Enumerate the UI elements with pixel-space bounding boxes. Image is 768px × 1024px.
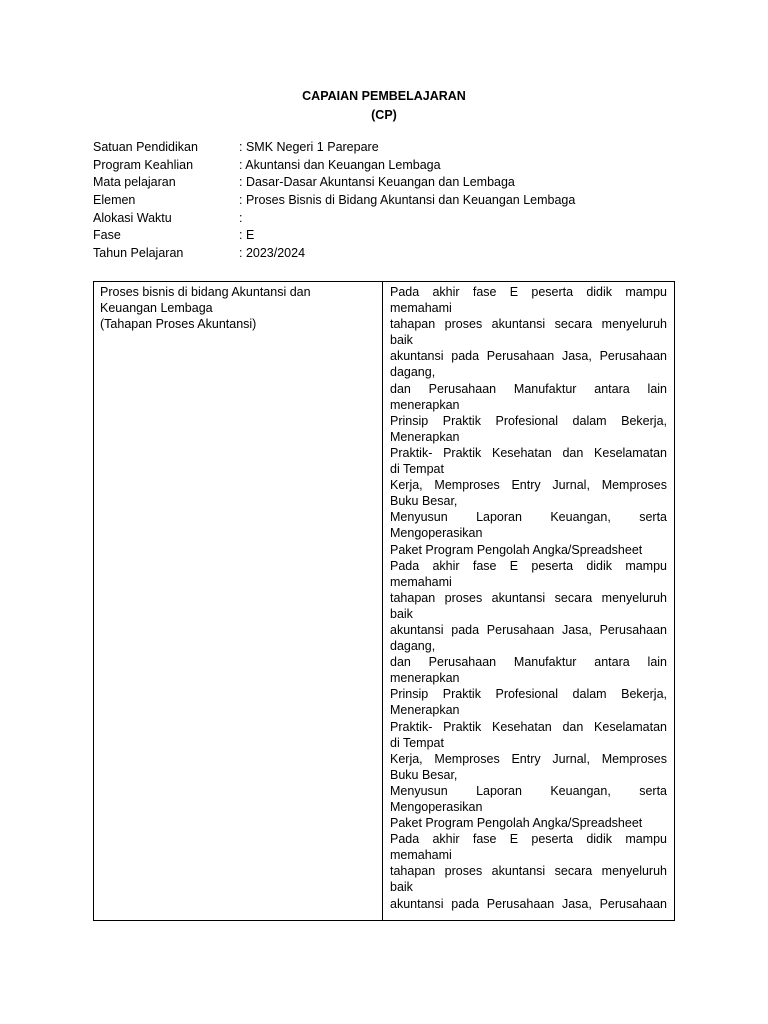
description-line: tahapan proses akuntansi secara menyeluruh — [390, 590, 667, 605]
meta-row — [93, 157, 693, 175]
meta-row — [93, 192, 693, 210]
meta-label: Mata pelajaran — [93, 175, 176, 190]
description-line: Menerapkan — [390, 703, 460, 718]
description-line: Mengoperasikan — [390, 526, 483, 541]
meta-label: Tahun Pelajaran — [93, 246, 184, 261]
meta-row — [93, 227, 693, 245]
description-line: Praktik- Praktik Kesehatan dan Keselamatan — [390, 445, 667, 460]
description-line: Prinsip Praktik Profesional dalam Bekerja, — [390, 413, 667, 428]
element-line: (Tahapan Proses Akuntansi) — [100, 317, 257, 331]
description-line: Kerja, Memproses Entry Jurnal, Memproses — [390, 478, 667, 493]
description-line: Menyusun Laporan Keuangan, serta — [390, 783, 667, 798]
description-line: Paket Program Pengolah Angka/Spreadsheet — [390, 816, 643, 831]
meta-row — [93, 210, 693, 228]
description-line: menerapkan — [390, 397, 460, 412]
meta-value: : SMK Negeri 1 Parepare — [239, 140, 379, 154]
meta-label: Program Keahlian — [93, 157, 194, 172]
meta-value: : Proses Bisnis di Bidang Akuntansi dan Keuangan Lembaga — [239, 193, 576, 208]
document-subtitle: (CP) — [371, 108, 397, 122]
description-line: dagang, — [390, 639, 436, 654]
title-block — [0, 87, 768, 125]
description-line: Menyusun Laporan Keuangan, serta — [390, 510, 667, 525]
description-line: Menerapkan — [390, 429, 460, 444]
description-paragraph — [390, 558, 667, 832]
meta-row — [93, 245, 693, 263]
description-paragraph — [390, 284, 667, 558]
description-line: Mengoperasikan — [390, 800, 483, 814]
meta-label: Satuan Pendidikan — [93, 140, 198, 154]
description-cell — [383, 282, 674, 920]
document-title: CAPAIAN PEMBELAJARAN — [302, 89, 466, 103]
description-line: dan Perusahaan Manufaktur antara lain — [390, 381, 667, 396]
description-line: Pada akhir fase E peserta didik mampu — [390, 832, 667, 847]
meta-value: : E — [239, 228, 255, 243]
meta-value: : Dasar-Dasar Akuntansi Keuangan dan Lembaga — [239, 175, 515, 190]
cp-table — [93, 281, 675, 921]
meta-value: : — [239, 210, 243, 225]
description-line: baik — [390, 606, 413, 621]
element-line: Keuangan Lembaga — [100, 301, 213, 315]
description-line: memahami — [390, 301, 452, 316]
meta-row — [93, 139, 693, 157]
description-line: akuntansi pada Perusahaan Jasa, Perusahaan — [390, 349, 667, 364]
meta-row — [93, 174, 693, 192]
description-line: tahapan proses akuntansi secara menyeluruh — [390, 864, 667, 879]
description-line: baik — [390, 333, 413, 348]
description-line: Praktik- Praktik Kesehatan dan Keselamatan — [390, 719, 667, 734]
meta-value: : Akuntansi dan Keuangan Lembaga — [239, 157, 441, 172]
description-line: di Tempat — [390, 735, 444, 750]
description-line: akuntansi pada Perusahaan Jasa, Perusahaan — [390, 896, 667, 911]
meta-label: Elemen — [93, 193, 136, 208]
metadata-list — [93, 139, 693, 263]
description-line: memahami — [390, 848, 452, 863]
description-line: menerapkan — [390, 671, 460, 686]
description-line: Buku Besar, — [390, 767, 458, 782]
description-line: Prinsip Praktik Profesional dalam Bekerja, — [390, 687, 667, 702]
description-line: di Tempat — [390, 462, 444, 477]
description-line: akuntansi pada Perusahaan Jasa, Perusahaan — [390, 622, 667, 637]
description-line: Paket Program Pengolah Angka/Spreadsheet — [390, 542, 643, 557]
description-line: tahapan proses akuntansi secara menyeluruh — [390, 317, 667, 332]
meta-label: Fase — [93, 228, 121, 243]
description-line: Kerja, Memproses Entry Jurnal, Memproses — [390, 751, 667, 766]
description-line: Pada akhir fase E peserta didik mampu — [390, 285, 667, 299]
description-line: Pada akhir fase E peserta didik mampu — [390, 558, 667, 573]
meta-value: : 2023/2024 — [239, 246, 306, 261]
description-line: baik — [390, 880, 413, 895]
description-line: memahami — [390, 574, 452, 589]
description-paragraph — [390, 831, 667, 911]
meta-label: Alokasi Waktu — [93, 210, 172, 225]
description-line: Buku Besar, — [390, 494, 458, 509]
description-line: dan Perusahaan Manufaktur antara lain — [390, 655, 667, 670]
element-line: Proses bisnis di bidang Akuntansi dan — [100, 285, 311, 299]
description-line: dagang, — [390, 365, 436, 380]
element-cell — [94, 282, 383, 920]
